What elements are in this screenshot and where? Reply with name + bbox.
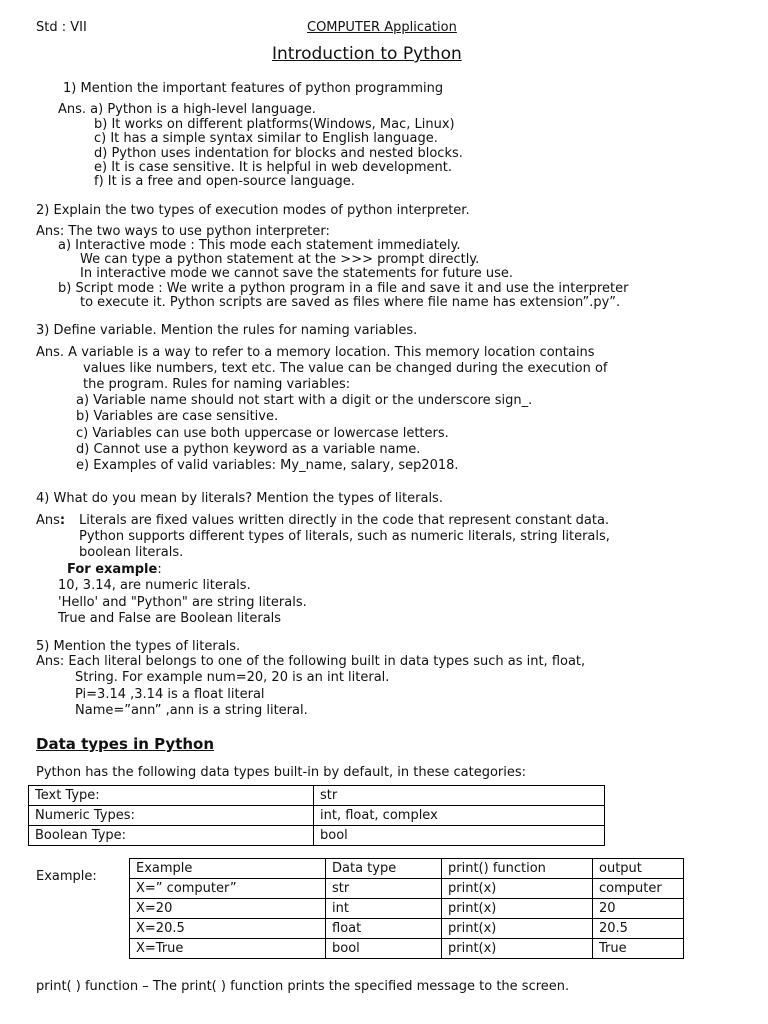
table-cell: int xyxy=(326,899,442,919)
category-cell: Boolean Type: xyxy=(29,826,314,846)
q3-line: Ans. A variable is a way to refer to a memory location. This memory location contains xyxy=(36,345,595,360)
q1-answer-a: Ans. a) Python is a high-level language. xyxy=(58,102,316,117)
table-cell: str xyxy=(326,879,442,899)
table-row xyxy=(29,826,605,846)
question-3: 3) Define variable. Mention the rules for naming variables. xyxy=(36,323,418,338)
q4-line: boolean literals. xyxy=(79,545,184,560)
table-cell: 20.5 xyxy=(593,919,684,939)
q4-example: True and False are Boolean literals xyxy=(58,611,282,626)
table-row xyxy=(29,806,605,826)
table-cell: X=True xyxy=(130,939,326,959)
q5-line: Name=”ann” ,ann is a string literal. xyxy=(75,703,308,718)
q1-answer-c: c) It has a simple syntax similar to English language. xyxy=(94,131,438,146)
data-types-heading: Data types in Python xyxy=(36,735,215,753)
table-row xyxy=(130,919,684,939)
table-cell: 20 xyxy=(593,899,684,919)
header-cell: Example xyxy=(130,859,326,879)
question-1: 1) Mention the important features of python programming xyxy=(63,81,444,96)
q2-line: a) Interactive mode : This mode each statement immediately. xyxy=(58,238,461,253)
q2-line: Ans: The two ways to use python interpreter: xyxy=(36,224,330,239)
example-table xyxy=(129,858,684,959)
q4-ans-prefix: Ans: xyxy=(36,513,66,528)
q2-line: b) Script mode : We write a python program in a file and save it and use the interpreter xyxy=(58,281,629,296)
q1-answer-f: f) It is a free and open-source language. xyxy=(94,174,355,189)
header-cell: output xyxy=(593,859,684,879)
q2-line: We can type a python statement at the >>> prompt directly. xyxy=(80,252,480,267)
table-cell: float xyxy=(326,919,442,939)
data-types-intro: Python has the following data types built-in by default, in these categories: xyxy=(36,765,527,780)
q2-line: to execute it. Python scripts are saved as files where file name has extension”.py”. xyxy=(80,295,621,310)
type-cell: str xyxy=(314,786,605,806)
question-4: 4) What do you mean by literals? Mention the types of literals. xyxy=(36,491,443,506)
table-cell: computer xyxy=(593,879,684,899)
table-row xyxy=(130,939,684,959)
table-cell: print(x) xyxy=(442,879,593,899)
category-cell: Text Type: xyxy=(29,786,314,806)
table-row xyxy=(130,899,684,919)
table-cell: X=20.5 xyxy=(130,919,326,939)
type-cell: bool xyxy=(314,826,605,846)
std-label: Std : VII xyxy=(36,20,87,35)
q3-line: values like numbers, text etc. The value can be changed during the execution of xyxy=(83,361,608,376)
q4-line: Literals are fixed values written directly in the code that represent constant data. xyxy=(79,513,610,528)
q1-answer-d: d) Python uses indentation for blocks and nested blocks. xyxy=(94,146,463,161)
question-5: 5) Mention the types of literals. xyxy=(36,639,241,654)
example-label: Example: xyxy=(36,869,97,884)
footer-note: print( ) function – The print( ) function prints the specified message to the screen. xyxy=(36,979,570,994)
q5-line: Ans: Each literal belongs to one of the following built in data types such as int, float, xyxy=(36,654,586,669)
table-cell: X=” computer” xyxy=(130,879,326,899)
q4-line: Python supports different types of literals, such as numeric literals, string literals, xyxy=(79,529,610,544)
header-cell: print() function xyxy=(442,859,593,879)
table-cell: print(x) xyxy=(442,899,593,919)
q1-answer-e: e) It is case sensitive. It is helpful in web development. xyxy=(94,160,452,175)
data-types-table xyxy=(28,785,605,846)
table-cell: print(x) xyxy=(442,919,593,939)
category-cell: Numeric Types: xyxy=(29,806,314,826)
q1-answer-b: b) It works on different platforms(Windows, Mac, Linux) xyxy=(94,117,455,132)
q5-line: Pi=3.14 ,3.14 is a float literal xyxy=(75,687,265,702)
page-title: Introduction to Python xyxy=(272,44,462,64)
q3-rule: d) Cannot use a python keyword as a variable name. xyxy=(76,442,421,457)
q2-line: In interactive mode we cannot save the statements for future use. xyxy=(80,266,514,281)
q3-rule: c) Variables can use both uppercase or lowercase letters. xyxy=(76,426,449,441)
table-row xyxy=(130,879,684,899)
q3-rule: e) Examples of valid variables: My_name, salary, sep2018. xyxy=(76,458,459,473)
q5-line: String. For example num=20, 20 is an int literal. xyxy=(75,670,390,685)
q4-example-label: For example: xyxy=(67,562,162,577)
q3-line: the program. Rules for naming variables: xyxy=(83,377,351,392)
q3-rule: a) Variable name should not start with a digit or the underscore sign_. xyxy=(76,393,533,408)
table-cell: X=20 xyxy=(130,899,326,919)
q3-rule: b) Variables are case sensitive. xyxy=(76,409,279,424)
question-2: 2) Explain the two types of execution modes of python interpreter. xyxy=(36,203,470,218)
q4-example: 10, 3.14, are numeric literals. xyxy=(58,578,251,593)
table-header-row xyxy=(130,859,684,879)
table-cell: print(x) xyxy=(442,939,593,959)
table-cell: True xyxy=(593,939,684,959)
table-cell: bool xyxy=(326,939,442,959)
subject-label: COMPUTER Application xyxy=(307,20,457,35)
q4-example: 'Hello' and "Python" are string literals. xyxy=(58,595,307,610)
header-cell: Data type xyxy=(326,859,442,879)
type-cell: int, float, complex xyxy=(314,806,605,826)
table-row xyxy=(29,786,605,806)
